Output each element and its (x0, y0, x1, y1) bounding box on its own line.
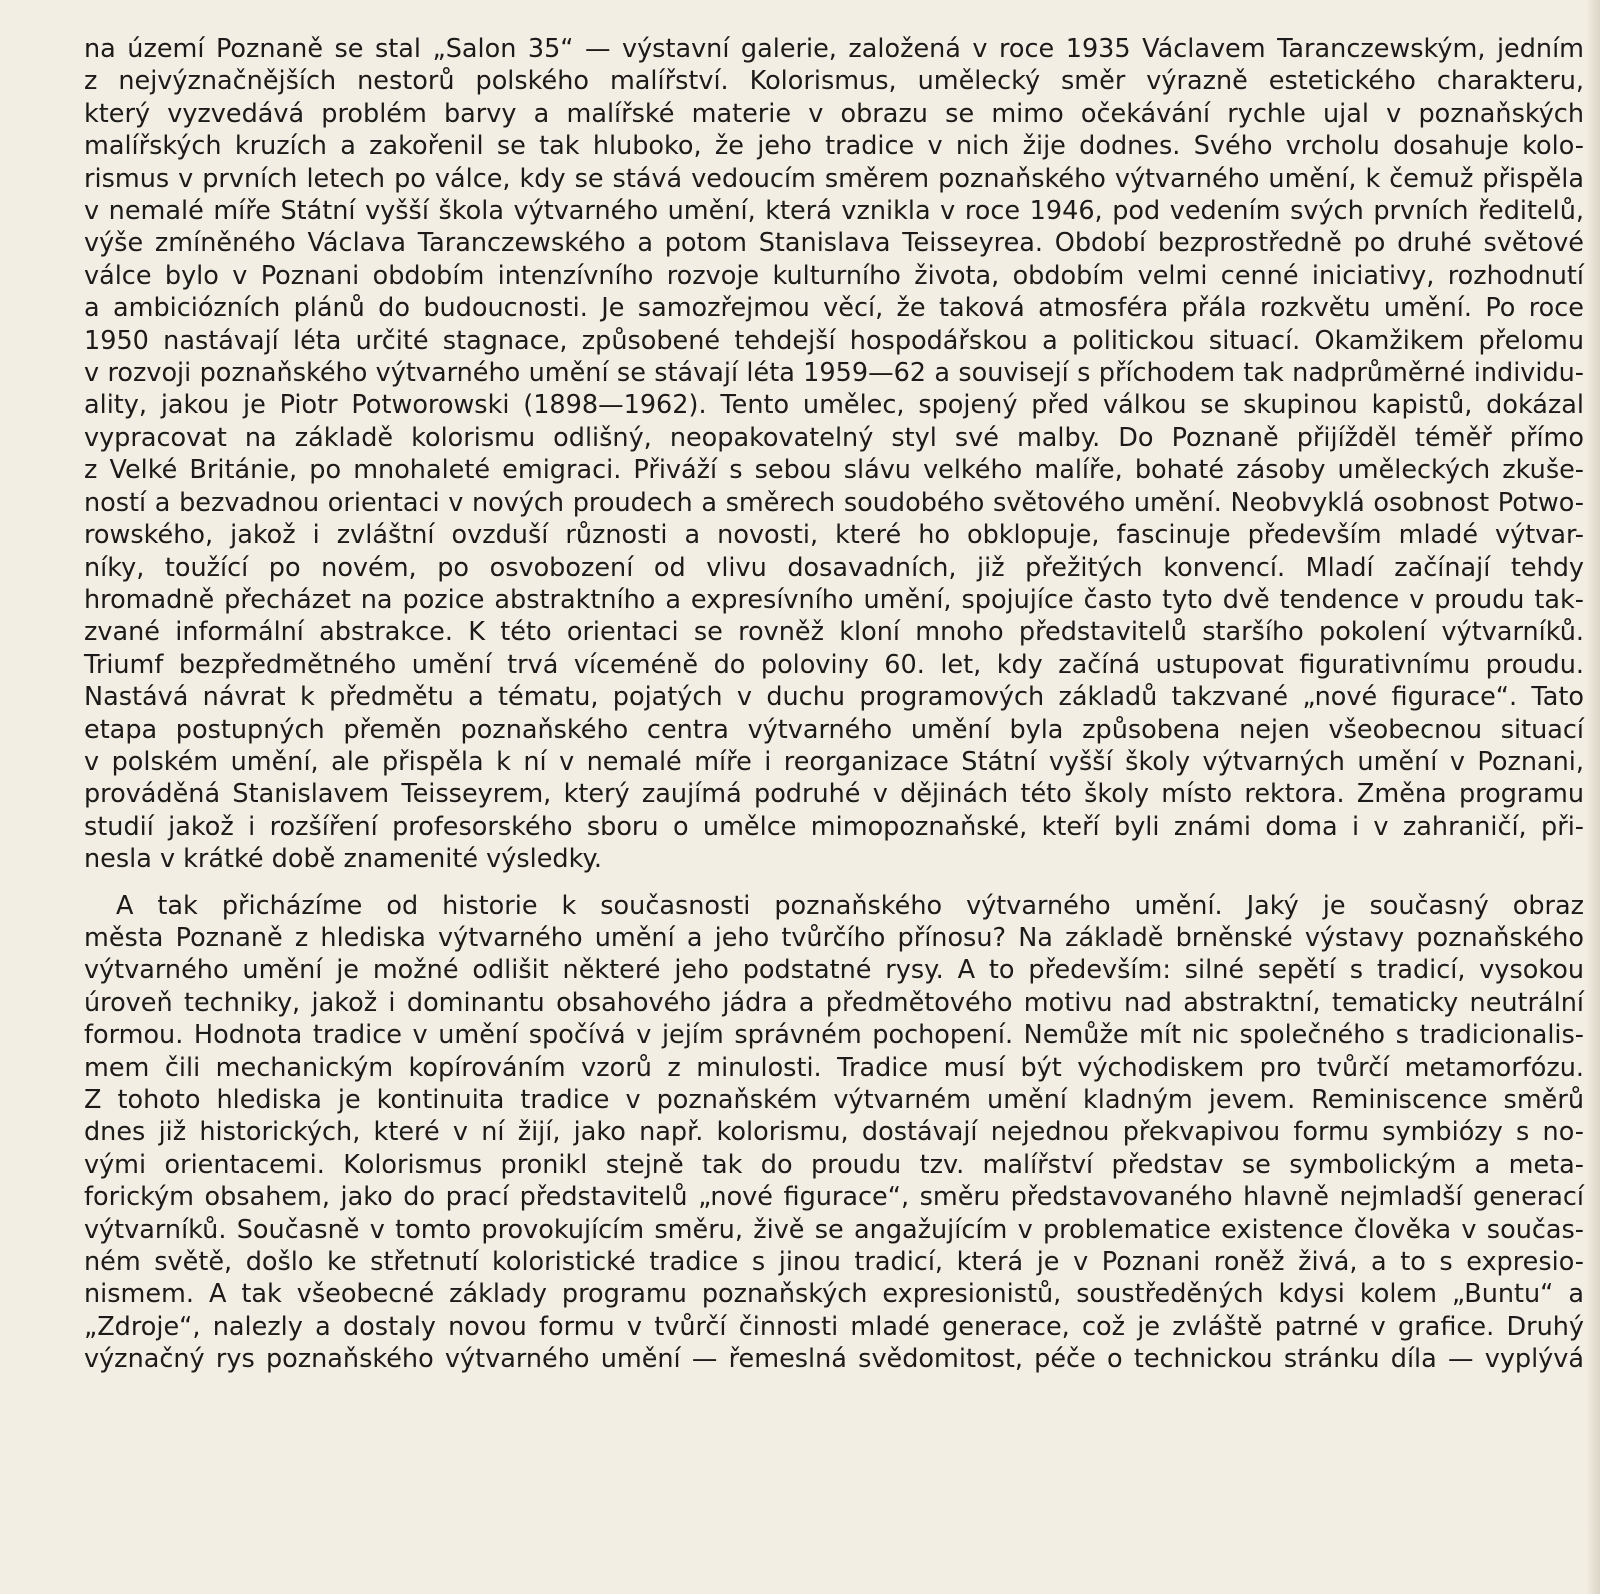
text-line: rismus v prvních letech po válce, kdy se stává vedoucím směrem poznaňského výtvarného umění, k čemuž přispěla (84, 163, 1584, 194)
text-line: vými orientacemi. Kolorismus pronikl stejně tak do proudu tzv. malířství představ se symbolickým a meta- (84, 1149, 1584, 1180)
text-line: A tak přicházíme od historie k současnosti poznaňského výtvarného umění. Jaký je současný obraz (116, 890, 1584, 921)
text-line: níky, toužící po novém, po osvobození od vlivu dosavadních, již přežitých konvencí. Mladí začínají tehdy (84, 552, 1584, 583)
text-line: malířských kruzích a zakořenil se tak hluboko, že jeho tradice v nich žije dodnes. Svého vrcholu dosahuje kolo- (84, 131, 1584, 162)
text-line: úroveň techniky, jakož i dominantu obsahového jádra a předmětového motivu nad abstraktní, tematicky neutrální (84, 987, 1584, 1018)
text-line: v nemalé míře Státní vyšší škola výtvarného umění, která vznikla v roce 1946, pod vedením svých prvních ředitelů, (84, 196, 1584, 227)
text-line: nesla v krátké době znamenité výsledky. (84, 844, 603, 875)
text-line: formou. Hodnota tradice v umění spočívá v jejím správném pochopení. Nemůže mít nic společného s tradicionalis- (84, 1020, 1584, 1051)
text-line: rowského, jakož i zvláštní ovzduší různosti a novosti, které ho obklopuje, fascinuje především mladé výtvar- (84, 520, 1584, 551)
text-line: 1950 nastávají léta určité stagnace, způsobené tehdejší hospodářskou a politickou situací. Okamžikem přelomu (84, 325, 1584, 356)
text-line: ality, jakou je Piotr Potworowski (1898—1962). Tento umělec, spojený před válkou se skupinou kapistů, dokázal (84, 390, 1584, 421)
text-line: výtvarného umění je možné odlišit některé jeho podstatné rysy. A to především: silné sepětí s tradicí, vysokou (84, 955, 1584, 986)
text-line: v polském umění, ale přispěla k ní v nemalé míře i reorganizace Státní vyšší školy výtvarných umění v Poznani, (84, 746, 1584, 777)
text-line: ností a bezvadnou orientaci v nových proudech a směrech soudobého světového umění. Neobvyklá osobnost Potwo- (84, 487, 1584, 518)
text-line: nismem. A tak všeobecné základy programu poznaňských expresionistů, soustředěných kdysi kolem „Buntu“ a (84, 1279, 1584, 1310)
text-line: „Zdroje“, nalezly a dostaly novou formu v tvůrčí činnosti mladé generace, což je zvláště patrné v grafice. Druhý (84, 1311, 1584, 1342)
text-line: ném světě, došlo ke střetnutí koloristické tradice s jinou tradicí, která je v Poznani roněž živá, a to s expresio- (84, 1247, 1584, 1278)
text-line: mem čili mechanickým kopírováním vzorů z minulosti. Tradice musí být východiskem pro tvůrčí metamorfózu. (84, 1052, 1584, 1083)
text-line: výše zmíněného Václava Taranczewského a potom Stanislava Teisseyrea. Období bezprostředně po druhé světové (84, 228, 1584, 259)
text-line: na území Poznaně se stal „Salon 35“ — výstavní galerie, založená v roce 1935 Václavem Taranczewským, jedním (84, 34, 1584, 64)
text-line: etapa postupných přeměn poznaňského centra výtvarného umění byla způsobena nejen všeobecnou situací (84, 714, 1584, 745)
text-line: hromadně přecházet na pozice abstraktního a expresívního umění, spojujíce často tyto dvě tendence v proudu tak- (84, 584, 1584, 615)
text-line: z Velké Británie, po mnohaleté emigraci. Přiváží s sebou slávu velkého malíře, bohaté zásoby uměleckých zkuše- (84, 455, 1584, 486)
text-line: studií jakož i rozšíření profesorského sboru o umělce mimopoznaňské, kteří byli známi doma i v zahraničí, při- (84, 811, 1584, 842)
text-line: Triumf bezpředmětného umění trvá víceméně do poloviny 60. let, kdy začíná ustupovat figurativnímu proudu. (84, 649, 1584, 680)
text-line: z nejvýznačnějších nestorů polského malířství. Kolorismus, umělecký směr výrazně estetického charakteru, (84, 66, 1584, 97)
text-line: v rozvoji poznaňského výtvarného umění se stávají léta 1959—62 a souvisejí s příchodem tak nadprůměrné individu- (84, 358, 1584, 389)
paragraph-2 (84, 890, 1584, 1376)
paragraph-1 (84, 33, 1584, 876)
text-line: forickým obsahem, jako do prací představitelů „nové figurace“, směru představovaného hlavně nejmladší generací (84, 1182, 1584, 1213)
text-line: význačný rys poznaňského výtvarného umění — řemeslná svědomitost, péče o technickou stránku díla — vyplývá (84, 1344, 1584, 1375)
text-line: výtvarníků. Současně v tomto provokujícím směru, živě se angažujícím v problematice existence člověka v součas- (84, 1214, 1584, 1245)
text-line: vypracovat na základě kolorismu odlišný, neopakovatelný styl své malby. Do Poznaně přijížděl téměř přímo (84, 422, 1584, 453)
text-line: válce bylo v Poznani obdobím intenzívního rozvoje kulturního života, obdobím velmi cenné iniciativy, rozhodnutí (84, 260, 1584, 291)
text-line: který vyzvedává problém barvy a malířské materie v obrazu se mimo očekávání rychle ujal v poznaňských (84, 98, 1584, 129)
text-line: Nastává návrat k předmětu a tématu, pojatých v duchu programových základů takzvané „nové figurace“. Tato (84, 682, 1584, 713)
text-line: města Poznaně z hlediska výtvarného umění a jeho tvůrčího přínosu? Na základě brněnské výstavy poznaňského (84, 922, 1584, 953)
text-line: zvané informální abstrakce. K této orientaci se rovněž kloní mnoho představitelů staršího pokolení výtvarníků. (84, 617, 1584, 648)
page-edge-shadow (1586, 0, 1600, 1594)
text-line: a ambiciózních plánů do budoucnosti. Je samozřejmou věcí, že taková atmosféra přála rozkvětu umění. Po roce (84, 293, 1584, 324)
text-line: prováděná Stanislavem Teisseyrem, který zaujímá podruhé v dějinách této školy místo rektora. Změna programu (84, 779, 1584, 810)
text-line: dnes již historických, které v ní žijí, jako např. kolorismu, dostávají nejednou překvapivou formu symbiózy s no- (84, 1117, 1584, 1148)
text-line: Z tohoto hlediska je kontinuita tradice v poznaňském výtvarném umění kladným jevem. Reminiscence směrů (84, 1085, 1584, 1115)
body-text (84, 33, 1584, 1376)
